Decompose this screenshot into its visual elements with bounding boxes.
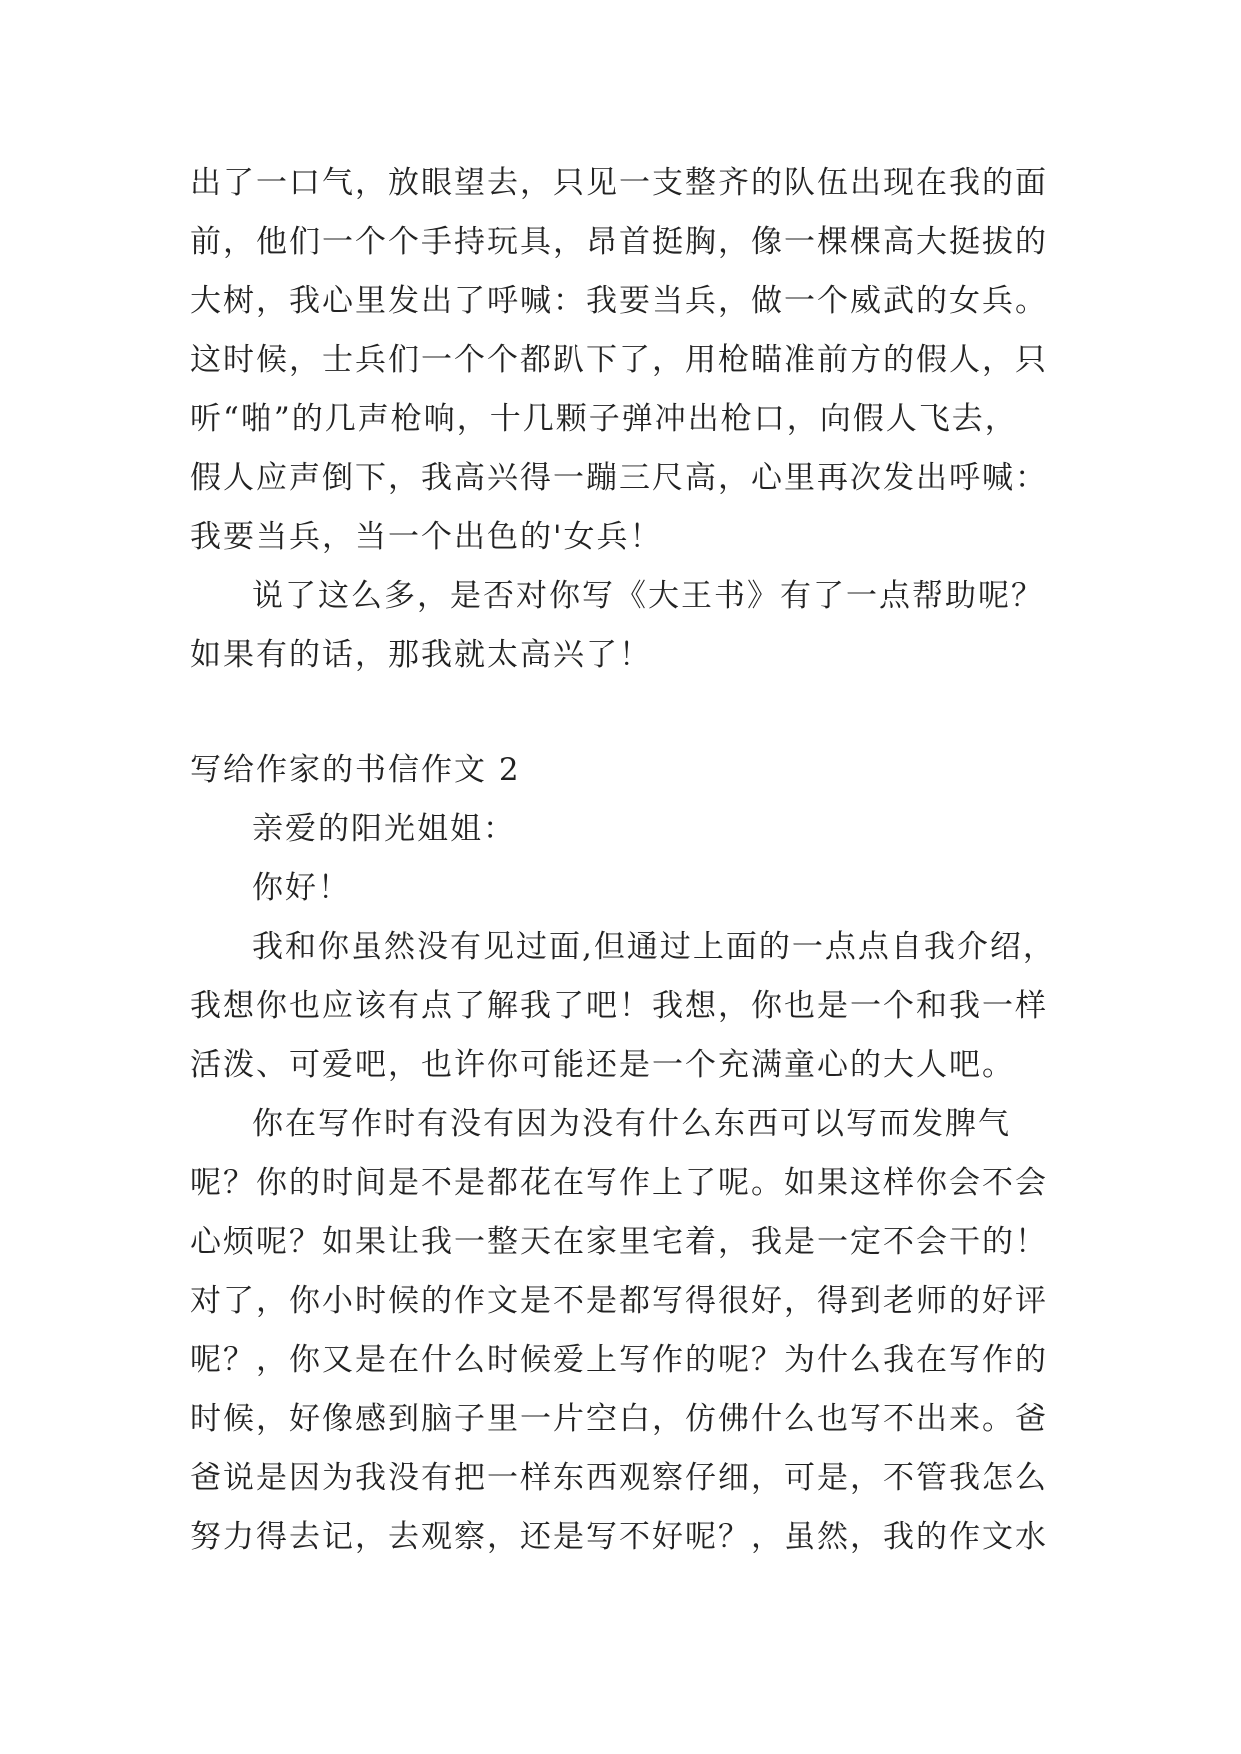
paragraph-start-line: 你在写作时有没有因为没有什么东西可以写而发脾气 [252,1106,1011,1142]
text-line: 对了，你小时候的作文是不是都写得很好，得到老师的好评 [190,1283,1048,1319]
text-line: 如果有的话，那我就太高兴了！ [190,637,652,673]
text-line: 大树，我心里发出了呼喊：我要当兵，做一个威武的女兵。 [190,283,1048,319]
text-line: 假人应声倒下，我高兴得一蹦三尺高，心里再次发出呼喊： [190,460,1048,496]
text-line: 呢？，你又是在什么时候爱上写作的呢？为什么我在写作的 [190,1342,1048,1378]
text-line: 活泼、可爱吧，也许你可能还是一个充满童心的大人吧。 [190,1047,1015,1083]
text-line: 我要当兵，当一个出色的'女兵！ [190,519,663,555]
text-line: 这时候，士兵们一个个都趴下了，用枪瞄准前方的假人，只 [190,342,1048,378]
text-line: 时候，好像感到脑子里一片空白，仿佛什么也写不出来。爸 [190,1401,1048,1437]
text-line: 出了一口气，放眼望去，只见一支整齐的队伍出现在我的面 [190,165,1048,201]
letter-salutation: 亲爱的阳光姐姐： [252,811,516,847]
text-line: 心烦呢？如果让我一整天在家里宅着，我是一定不会干的！ [190,1224,1048,1260]
section-title: 写给作家的书信作文 2 [190,752,521,788]
paragraph-start-line: 说了这么多，是否对你写《大王书》有了一点帮助呢？ [252,578,1044,614]
text-line: 努力得去记，去观察，还是写不好呢？，虽然，我的作文水 [190,1519,1048,1555]
paragraph-start-line: 我和你虽然没有见过面,但通过上面的一点点自我介绍， [252,929,1056,965]
letter-greeting: 你好！ [252,870,351,906]
text-line: 我想你也应该有点了解我了吧！我想，你也是一个和我一样 [190,988,1048,1024]
text-line: 爸说是因为我没有把一样东西观察仔细，可是，不管我怎么 [190,1460,1048,1496]
text-line: 呢？你的时间是不是都花在写作上了呢。如果这样你会不会 [190,1165,1048,1201]
text-line: 前，他们一个个手持玩具，昂首挺胸，像一棵棵高大挺拔的 [190,224,1048,260]
text-line: 听“啪”的几声枪响，十几颗子弹冲出枪口，向假人飞去， [190,401,1018,437]
